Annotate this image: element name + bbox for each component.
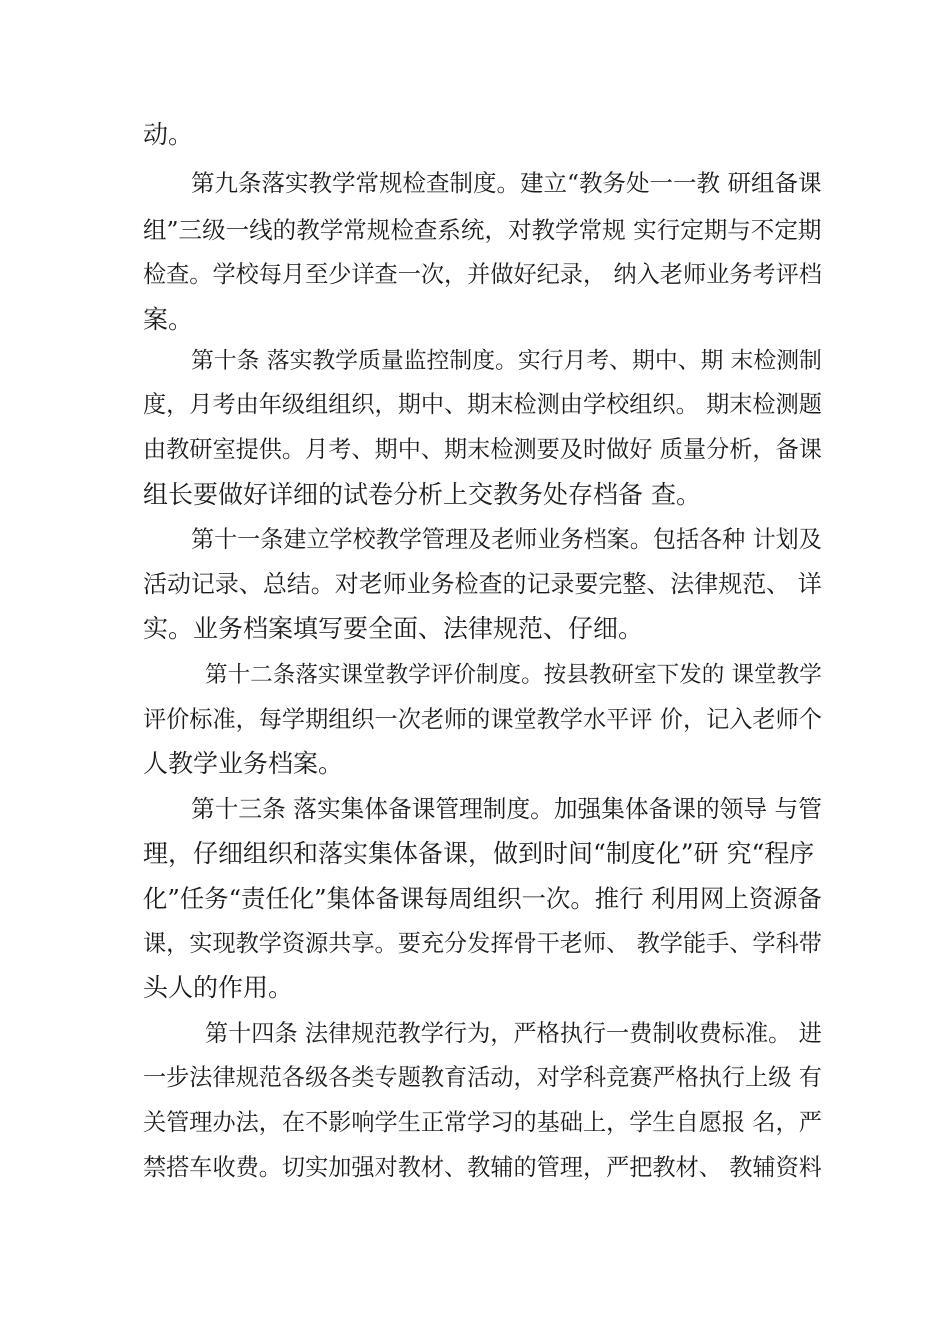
article-10-line-2: 度，月考由年级组组织，期中、期末检测由学校组织。 期末检测题 xyxy=(143,392,822,418)
article-14-line-3: 关管理办法，在不影响学生正常学习的基础上，学生自愿报 名，严 xyxy=(143,1110,822,1136)
article-14-line-4: 禁搭车收费。切实加强对教材、教辅的管理，严把教材、 教辅资料 xyxy=(143,1155,822,1181)
article-10-line-3: 由教研室提供。月考、期中、期末检测要及时做好 质量分析，备课 xyxy=(143,437,822,463)
article-9-line-4: 案。 xyxy=(143,305,194,334)
article-14-line-1: 第十四条 法律规范教学行为，严格执行一费制收费标准。 进 xyxy=(205,1021,822,1047)
article-14-line-2: 一步法律规范各级各类专题教育活动，对学科竞赛严格执行上级 有 xyxy=(143,1065,822,1091)
article-9-line-1: 第九条落实教学常规检查制度。建立“教务处一一教 研组备课 xyxy=(191,169,822,197)
article-13-line-4: 课，实现教学资源共享。要充分发挥骨干老师、 教学能手、学科带 xyxy=(143,931,822,957)
article-9-line-3: 检查。学校每月至少详查一次，并做好纪录， 纳入老师业务考评档 xyxy=(143,262,822,288)
article-10-line-1: 第十条 落实教学质量监控制度。实行月考、期中、期 末检测制 xyxy=(191,348,822,374)
article-13-line-5: 头人的作用。 xyxy=(143,973,294,1002)
article-9-line-2: 组”三级一线的教学常规检查系统，对教学常规 实行定期与不定期 xyxy=(143,216,822,244)
article-12-line-1: 第十二条落实课堂教学评价制度。按县教研室下发的 课堂教学 xyxy=(205,662,822,688)
article-10-line-4: 组长要做好详细的试卷分析上交教务处存档备 查。 xyxy=(143,480,701,509)
article-13-line-3: 化”任务“责任化”集体备课每周组织一次。推行 利用网上资源备 xyxy=(143,884,822,913)
article-12-line-2: 评价标准，每学期组织一次老师的课堂教学水平评 价，记入老师个 xyxy=(143,707,822,733)
text-line-1: 动。 xyxy=(143,120,194,149)
article-11-line-3: 实。业务档案填写要全面、法律规范、仔细。 xyxy=(143,614,644,643)
article-11-line-1: 第十一条建立学校教学管理及老师业务档案。包括各种 计划及 xyxy=(191,527,822,553)
article-11-line-2: 活动记录、总结。对老师业务检查的记录要完整、法律规范、 详 xyxy=(143,570,822,598)
article-13-line-1: 第十三条 落实集体备课管理制度。加强集体备课的领导 与管 xyxy=(191,795,822,823)
article-12-line-3: 人教学业务档案。 xyxy=(143,749,344,778)
article-13-line-2: 理，仔细组织和落实集体备课，做到时间“制度化”研 究“程序 xyxy=(143,839,815,868)
